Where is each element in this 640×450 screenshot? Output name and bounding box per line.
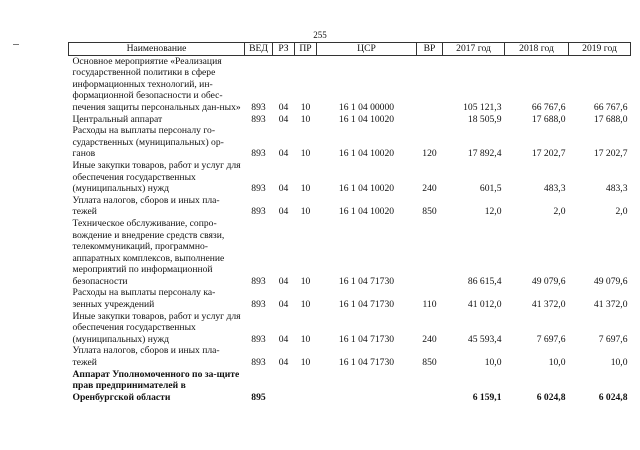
header-vr: ВР [417,43,443,56]
row-vr: 240 [422,183,437,195]
row-2019: 66 767,6 [593,101,628,113]
row-ved: 893 [251,357,266,369]
row-name: Уплата налогов, сборов и иных пла-тежей [72,194,220,218]
row-2018: 41 372,0 [531,299,566,311]
header-pr: ПР [295,43,317,56]
row-csr: 16 1 04 10020 [338,183,395,195]
header-2017: 2017 год [443,43,505,56]
row-2017: 18 505,9 [467,113,502,125]
row-rz: 04 [278,333,289,345]
row-csr: 16 1 04 00000 [338,101,395,113]
header-2019: 2019 год [569,43,631,56]
row-csr: 16 1 04 10020 [338,148,395,160]
row-pr: 10 [300,148,311,160]
row-ved: 893 [251,275,266,287]
row-ved: 893 [251,101,266,113]
table-row [69,160,631,195]
row-2017: 17 892,4 [467,148,502,160]
row-2017: 6 159,1 [472,391,502,403]
header-rz: РЗ [273,43,295,56]
header-ved: ВЕД [245,43,273,56]
row-2019: 6 024,8 [598,391,628,403]
row-pr: 10 [300,333,311,345]
table-row [69,287,631,310]
row-pr: 10 [300,275,311,287]
row-pr: 10 [300,206,311,218]
table-row [69,218,631,288]
row-ved: 893 [251,148,266,160]
row-2019: 41 372,0 [593,299,628,311]
row-name: Основное мероприятие «Реализация государственной политики в сфере информационных технологий, ин-формационной безопасности и обес-печения защиты персональных дан-ных» [72,55,241,113]
row-2017: 105 121,3 [463,101,502,113]
row-name: Расходы на выплаты персоналу го-сударственных (муниципальных) ор-ганов [72,125,224,160]
row-pr [295,369,317,404]
row-vr: 850 [422,206,437,218]
row-name: Иные закупки товаров, работ и услуг для обеспечения государственных (муниципальных) нужд [72,159,241,195]
row-vr [417,114,443,126]
row-csr: 16 1 04 71730 [338,357,395,369]
row-2019: 10,0 [610,357,628,369]
header-2018: 2018 год [505,43,569,56]
row-2019: 483,3 [605,183,628,195]
row-pr: 10 [300,299,311,311]
row-2017: 10,0 [484,357,502,369]
row-ved: 893 [251,206,266,218]
row-2017: 45 593,4 [467,333,502,345]
row-rz: 04 [278,299,289,311]
row-2018: 49 079,6 [531,275,566,287]
row-csr: 16 1 04 71730 [338,299,395,311]
row-pr: 10 [300,183,311,195]
row-name: Техническое обслуживание, сопро-вождение и внедрение средств связи, телекоммуникаций, программно-аппаратных комплексов, выполнение мероприятий по информационной безопасности [72,217,225,287]
row-rz: 04 [278,206,289,218]
row-csr: 16 1 04 10020 [338,206,395,218]
row-ved: 893 [251,333,266,345]
row-rz: 04 [278,148,289,160]
row-2019: 17 688,0 [593,113,628,125]
table-row [69,311,631,346]
row-csr: 16 1 04 71730 [338,275,395,287]
row-pr: 10 [300,101,311,113]
row-csr: 16 1 04 71730 [338,333,395,345]
row-2017: 86 615,4 [467,275,502,287]
row-rz: 04 [278,357,289,369]
row-vr: 240 [422,333,437,345]
row-2018: 6 024,8 [536,391,566,403]
row-pr: 10 [300,357,311,369]
margin-mark [13,44,19,48]
row-rz: 04 [278,183,289,195]
table-header [69,43,631,56]
row-2018: 7 697,6 [536,333,566,345]
row-csr: 16 1 04 10020 [338,113,395,125]
row-name: Уплата налогов, сборов и иных пла-тежей [72,345,220,369]
row-ved: 895 [251,391,266,403]
page-number: 255 [313,30,327,40]
row-rz [273,369,295,404]
header-csr: ЦСР [317,43,417,56]
table-row-department-total [69,369,631,404]
row-2017: 12,0 [484,206,502,218]
row-pr: 10 [300,113,311,125]
table-row [69,114,631,126]
row-2019: 7 697,6 [598,333,628,345]
row-2018: 2,0 [553,206,566,218]
row-rz: 04 [278,101,289,113]
row-2018: 17 202,7 [531,148,566,160]
row-ved: 893 [251,299,266,311]
budget-table [68,42,631,403]
row-vr: 110 [422,299,437,311]
row-name: Аппарат Уполномоченного по за-щите прав предпринимателей в Оренбургской области [72,368,240,403]
row-vr: 850 [422,357,437,369]
row-vr [417,369,443,404]
row-2018: 17 688,0 [531,113,566,125]
row-rz: 04 [278,275,289,287]
row-ved: 893 [251,113,266,125]
row-2018: 10,0 [548,357,566,369]
row-2018: 483,3 [543,183,566,195]
row-vr [417,218,443,288]
row-2018: 66 767,6 [531,101,566,113]
row-csr [317,369,417,404]
header-name: Наименование [69,43,245,56]
row-vr: 120 [422,148,437,160]
row-ved: 893 [251,183,266,195]
row-2019: 17 202,7 [593,148,628,160]
table-row [69,125,631,160]
row-name: Иные закупки товаров, работ и услуг для обеспечения государственных (муниципальных) нужд [72,310,241,345]
row-name: Расходы на выплаты персоналу ка-зенных учреждений [72,287,216,311]
row-2019: 49 079,6 [593,275,628,287]
row-vr [417,55,443,113]
table-row [69,195,631,218]
row-rz: 04 [278,113,289,125]
table-row [69,55,631,113]
row-name: Центральный аппарат [72,113,163,125]
row-2017: 601,5 [479,183,502,195]
row-2017: 41 012,0 [467,299,502,311]
table-row [69,345,631,368]
row-2019: 2,0 [615,206,628,218]
